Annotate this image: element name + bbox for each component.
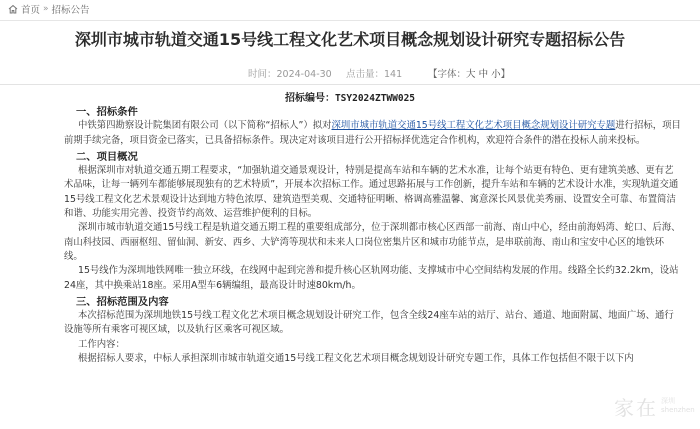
bid-number-value: TSY2024ZTWW025 [334, 93, 416, 104]
watermark-text: 家在 [614, 395, 658, 420]
paragraph [64, 119, 682, 148]
paragraph: 根据招标人要求，中标人承担深圳市城市轨道交通15号线工程文化艺术项目概念规划设计研究专题工作，具体工作包括但不限于以下内 [78, 353, 634, 365]
font-medium-button[interactable]: 中 [478, 69, 489, 80]
home-icon [8, 4, 18, 14]
font-large-button[interactable]: 大 [466, 69, 476, 80]
breadcrumb-separator-icon: » [43, 4, 49, 14]
meta-divider [0, 84, 700, 85]
paragraph-text: 中铁第四勘察设计院集团有限公司（以下简称“招标人”）拟对 [78, 120, 332, 132]
article-meta [0, 65, 700, 81]
watermark-sub-1: 深圳 [661, 397, 675, 405]
site-watermark [614, 386, 698, 426]
breadcrumb-divider [0, 20, 700, 21]
font-size-label: 【字体： [428, 69, 467, 80]
paragraph: 深圳市城市轨道交通15号线工程是轨道交通五期工程的重要组成部分，位于深圳都市核心区西部一前海、南山中心，经由前海妈湾、蛇口、后海、南山科技园、西丽枢纽、留仙洞、新安、西乡、大铲湾等现状和未来人口岗位密集片区和城市功能节点，是串联前海、南山和宝安中心区的地铁环线。 [64, 222, 681, 262]
article-body [64, 105, 682, 366]
section-heading: 一、招标条件 [76, 106, 138, 118]
font-small-button[interactable]: 小 [491, 69, 501, 80]
font-size-end: 】 [500, 69, 511, 80]
paragraph: 15号线作为深圳地铁网唯一独立环线，在线网中起到完善和提升核心区轨网功能、支撑城市中心空间结构发展的作用。线路全长约32.2km，设站24座，其中换乘站18座。采用A型车6辆编组，最高设计时速80km/h。 [64, 265, 679, 291]
paragraph-text: 进行招标，项目前期手续完备，项目资金已落实，已具备招标条件。现决定对该项目进行公开招标择优选定合作机构，欢迎符合条件的潜在投标人前来投标。 [64, 120, 681, 146]
paragraph: 根据深圳市对轨道交通五期工程要求，“加强轨道交通景观设计，特别是提高车站和车辆的艺术水准，让每个站更有特色、更有建筑美感、更有艺术品味，让每一辆列车都能够展现独有的艺术特质”，开展本次招标工作。通过思路拓展与工作创新，提升车站和车辆的艺术设计水准，实现轨道交通15号线工程文化艺术景观设计达到地方特色浓厚、建筑造型美观、交通特征明晰、格调高雅温馨、寓意深长风景优美秀丽、设置安全可靠、布置简洁和谐、功能实用完善、投资节约高效、运营维护便利的目标。 [64, 165, 679, 220]
project-link[interactable]: 深圳市城市轨道交通15号线工程文化艺术项目概念规划设计研究专题 [331, 120, 616, 132]
watermark-sub-2: shenzhen [661, 406, 695, 414]
click-count: 点击量：141 [346, 69, 403, 80]
breadcrumb-home-link[interactable]: 首页 [21, 5, 41, 16]
breadcrumb [8, 2, 90, 16]
breadcrumb-current[interactable]: 招标公告 [51, 5, 90, 16]
bid-number-label: 招标编号： [284, 93, 335, 104]
paragraph: 工作内容： [78, 338, 125, 350]
publish-time: 时间：2024-04-30 [248, 69, 332, 80]
watermark-sub [661, 397, 695, 415]
font-size-switcher [428, 66, 510, 80]
section-heading: 二、项目概况 [76, 150, 138, 163]
bid-number [0, 89, 700, 104]
section-heading: 三、招标范围及内容 [76, 295, 169, 308]
page-title: 深圳市城市轨道交通15号线工程文化艺术项目概念规划设计研究专题招标公告 [74, 30, 626, 49]
paragraph: 本次招标范围为深圳地铁15号线工程文化艺术项目概念规划设计研究工作，包含全线24座车站的站厅、站台、通道、地面附属、地面广场、通行设施等所有乘客可视区域，以及轨行区乘客可视区域。 [64, 310, 674, 336]
